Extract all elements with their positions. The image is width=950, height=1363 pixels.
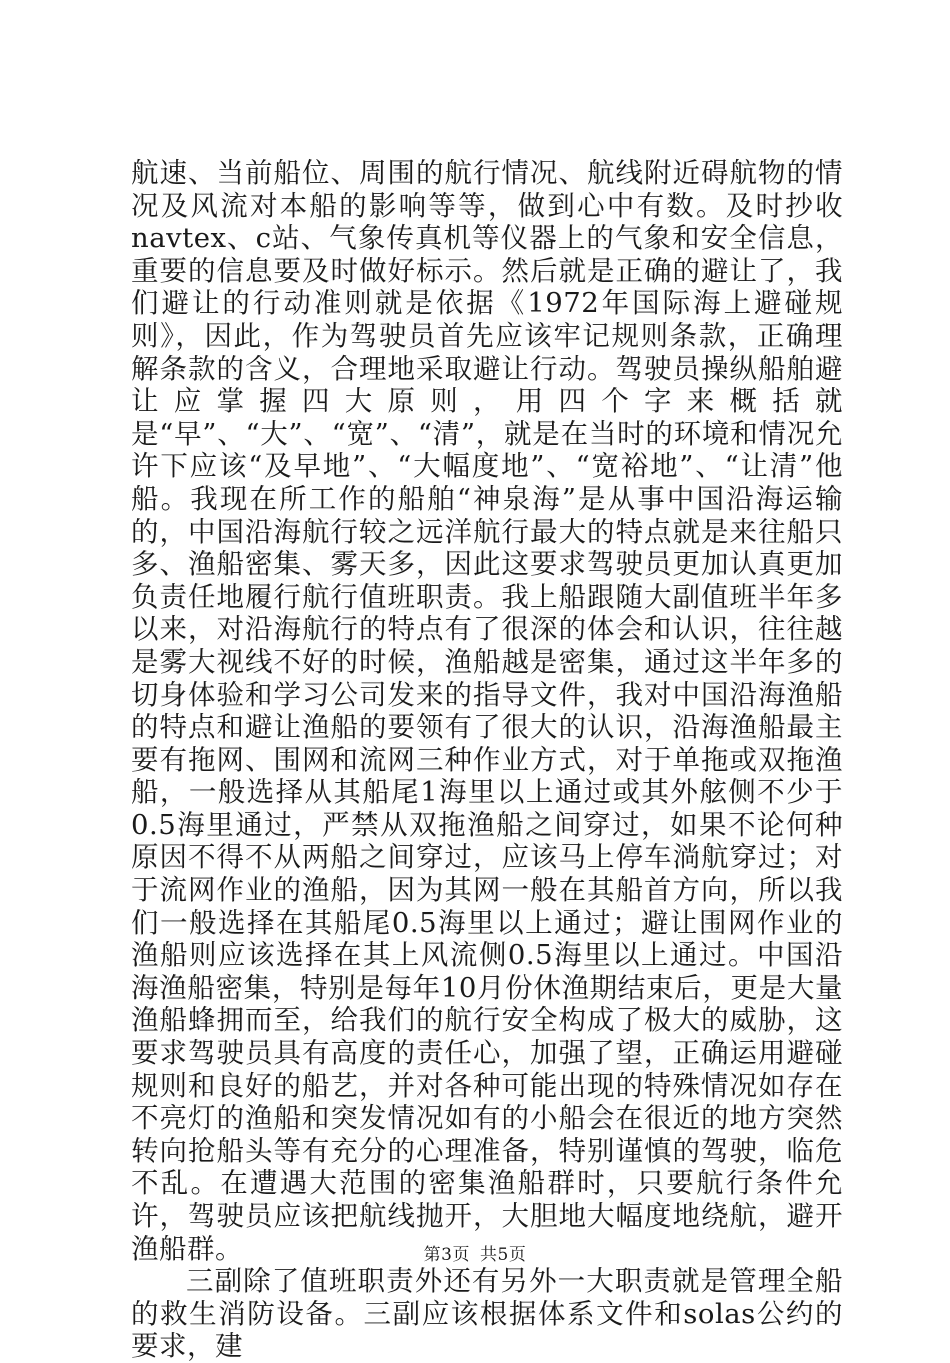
- page-total: 共5页: [480, 1245, 527, 1265]
- body-paragraph-1: 航速、当前船位、周围的航行情况、航线附近碍航物的情况及风流对本船的影响等等，做到心中有数。及时抄收navtex、c站、气象传真机等仪器上的气象和安全信息，重要的信息要及时做好标示。然后就是正确的避让了，我们避让的行动准则就是依据《1972年国际海上避碰规则》，因此，作为驾驶员首先应该牢记规则条款，正确理解条款的含义，合理地采取避让行动。驾驶员操纵船舶避让应掌握四大原则，用四个字来概括就是“早”、“大”、“宽”、“清”，就是在当时的环境和情况允许下应该“及早地”、“大幅度地”、“宽裕地”、“让清”他船。我现在所工作的船舶“神泉海”是从事中国沿海运输的，中国沿海航行较之远洋航行最大的特点就是来往船只多、渔船密集、雾天多，因此这要求驾驶员更加认真更加负责任地履行航行值班职责。我上船跟随大副值班半年多以来，对沿海航行的特点有了很深的体会和认识，往往越是雾大视线不好的时候，渔船越是密集，通过这半年多的切身体验和学习公司发来的指导文件，我对中国沿海渔船的特点和避让渔船的要领有了很大的认识，沿海渔船最主要有拖网、围网和流网三种作业方式，对于单拖或双拖渔船，一般选择从其船尾1海里以上通过或其外舷侧不少于0.5海里通过，严禁从双拖渔船之间穿过，如果不论何种原因不得不从两船之间穿过，应该马上停车淌航穿过；对于流网作业的渔船，因为其网一般在其船首方向，所以我们一般选择在其船尾0.5海里以上通过；避让围网作业的渔船则应该选择在其上风流侧0.5海里以上通过。中国沿海渔船密集，特别是每年10月份休渔期结束后，更是大量渔船蜂拥而至，给我们的航行安全构成了极大的威胁，这要求驾驶员具有高度的责任心，加强了望，正确运用避碰规则和良好的船艺，并对各种可能出现的特殊情况如存在不亮灯的渔船和突发情况如有的小船会在很近的地方突然转向抢船头等有充分的心理准备，特别谨慎的驾驶，临危不乱。在遭遇大范围的密集渔船群时，只要航行条件允许，驾驶员应该把航线抛开，大胆地大幅度地绕航，避开渔船群。: [131, 157, 843, 1265]
- page-footer: [0, 1240, 950, 1265]
- body-paragraph-2: 三副除了值班职责外还有另外一大职责就是管理全船的救生消防设备。三副应该根据体系文件和solas公约的要求，建: [131, 1265, 843, 1363]
- document-body: [131, 157, 843, 1363]
- page-number: 第3页: [423, 1245, 470, 1265]
